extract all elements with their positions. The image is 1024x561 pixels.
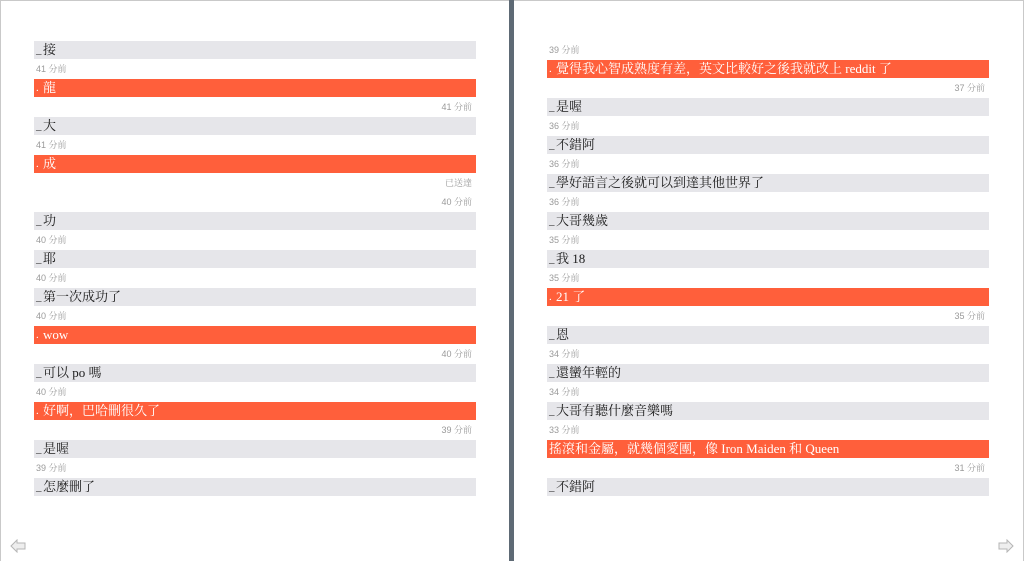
message-marker: _ <box>36 367 42 379</box>
incoming-message[interactable] <box>547 250 989 268</box>
incoming-message[interactable] <box>34 364 476 382</box>
message-marker: _ <box>549 139 555 151</box>
message-text: 搖滾和金屬，就幾個愛團，像 Iron Maiden 和 Queen <box>549 441 840 456</box>
timestamp: 33 分前 <box>549 425 580 435</box>
message-marker: _ <box>549 215 555 227</box>
outgoing-message[interactable] <box>34 326 476 344</box>
message-text: 第一次成功了 <box>43 289 122 304</box>
message-marker: . <box>549 291 552 303</box>
outgoing-message[interactable] <box>34 155 476 173</box>
arrow-left-icon[interactable] <box>10 539 26 553</box>
message-text: 功 <box>43 213 57 228</box>
message-text: 是喔 <box>556 99 583 114</box>
timestamp: 34 分前 <box>549 349 580 359</box>
outgoing-message[interactable] <box>547 440 989 458</box>
incoming-message[interactable] <box>547 364 989 382</box>
incoming-message[interactable] <box>34 117 476 135</box>
message-marker: _ <box>549 481 555 493</box>
delivery-status: 已送達 <box>444 178 472 188</box>
message-marker: _ <box>549 101 555 113</box>
outgoing-message[interactable] <box>547 288 989 306</box>
incoming-message[interactable] <box>547 98 989 116</box>
message-marker: _ <box>36 443 42 455</box>
message-text: 21 了 <box>556 289 586 304</box>
message-text: 耶 <box>43 251 57 266</box>
left-page <box>0 0 509 561</box>
incoming-message[interactable] <box>547 212 989 230</box>
message-text: 不錯阿 <box>556 479 596 494</box>
incoming-message[interactable] <box>547 174 989 192</box>
message-text: 大哥幾歲 <box>556 213 609 228</box>
message-text: 怎麼刪了 <box>43 479 96 494</box>
message-text: 是喔 <box>43 441 70 456</box>
timestamp: 35 分前 <box>549 235 580 245</box>
message-marker: . <box>36 158 39 170</box>
incoming-message[interactable] <box>34 288 476 306</box>
timestamp: 34 分前 <box>549 387 580 397</box>
message-text: 大 <box>43 118 57 133</box>
timestamp: 41 分前 <box>441 102 472 112</box>
message-marker: . <box>36 82 39 94</box>
message-marker: _ <box>36 481 42 493</box>
incoming-message[interactable] <box>547 402 989 420</box>
message-text: wow <box>43 327 69 342</box>
timestamp: 40 分前 <box>36 387 67 397</box>
message-text: 大哥有聽什麼音樂嗎 <box>556 403 674 418</box>
timestamp: 40 分前 <box>441 197 472 207</box>
message-text: 學好語言之後就可以到達其他世界了 <box>556 175 765 190</box>
incoming-message[interactable] <box>34 478 476 496</box>
outgoing-message[interactable] <box>547 60 989 78</box>
message-text: 好啊，巴哈刪很久了 <box>43 403 161 418</box>
timestamp: 36 分前 <box>549 159 580 169</box>
timestamp: 41 分前 <box>36 140 67 150</box>
right-page <box>514 0 1024 561</box>
message-marker: _ <box>36 253 42 265</box>
message-text: 恩 <box>556 327 570 342</box>
message-text: 我 18 <box>556 251 586 266</box>
message-marker: _ <box>549 177 555 189</box>
outgoing-message[interactable] <box>34 402 476 420</box>
timestamp: 36 分前 <box>549 197 580 207</box>
incoming-message[interactable] <box>34 440 476 458</box>
incoming-message[interactable] <box>547 136 989 154</box>
incoming-message[interactable] <box>547 326 989 344</box>
message-marker: _ <box>36 215 42 227</box>
message-marker: _ <box>36 44 42 56</box>
timestamp: 40 分前 <box>36 235 67 245</box>
message-text: 成 <box>43 156 57 171</box>
message-marker: _ <box>549 329 555 341</box>
timestamp: 41 分前 <box>36 64 67 74</box>
timestamp: 35 分前 <box>954 311 985 321</box>
message-text: 可以 po 嗎 <box>43 365 102 380</box>
timestamp: 40 分前 <box>441 349 472 359</box>
incoming-message[interactable] <box>34 41 476 59</box>
message-marker: _ <box>36 291 42 303</box>
timestamp: 39 分前 <box>36 463 67 473</box>
incoming-message[interactable] <box>34 212 476 230</box>
timestamp: 31 分前 <box>954 463 985 473</box>
timestamp: 40 分前 <box>36 311 67 321</box>
timestamp: 39 分前 <box>549 45 580 55</box>
message-marker: _ <box>549 253 555 265</box>
message-marker: _ <box>549 405 555 417</box>
timestamp: 36 分前 <box>549 121 580 131</box>
timestamp: 39 分前 <box>441 425 472 435</box>
timestamp: 37 分前 <box>954 83 985 93</box>
message-marker: _ <box>549 367 555 379</box>
message-marker: . <box>36 329 39 341</box>
outgoing-message[interactable] <box>34 79 476 97</box>
incoming-message[interactable] <box>547 478 989 496</box>
timestamp: 35 分前 <box>549 273 580 283</box>
timestamp: 40 分前 <box>36 273 67 283</box>
message-marker: . <box>36 405 39 417</box>
message-marker: . <box>549 63 552 75</box>
message-text: 覺得我心智成熟度有差，英文比較好之後我就改上 reddit 了 <box>556 61 892 76</box>
message-text: 還蠻年輕的 <box>556 365 622 380</box>
incoming-message[interactable] <box>34 250 476 268</box>
arrow-right-icon[interactable] <box>998 539 1014 553</box>
message-text: 龍 <box>43 80 57 95</box>
message-text: 接 <box>43 42 57 57</box>
message-marker: _ <box>36 120 42 132</box>
message-text: 不錯阿 <box>556 137 596 152</box>
